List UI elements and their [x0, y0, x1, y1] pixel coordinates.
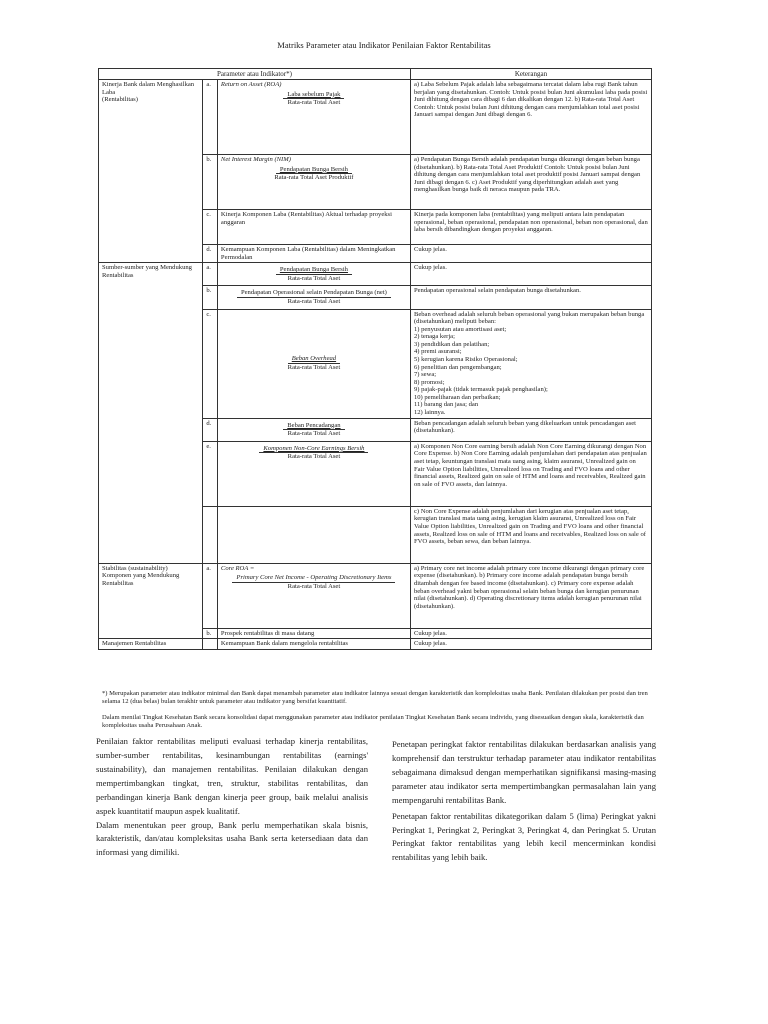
fraction: Komponen Non-Core Earnings Bersih Rata-rata Total Aset: [221, 445, 407, 461]
fraction: Laba sebelum Pajak Rata-rata Total Aset: [221, 91, 407, 107]
document-title: Matriks Parameter atau Indikator Penilaian Faktor Rentabilitas: [277, 40, 491, 50]
list-item: 6) penelitian dan pengembangan;: [413, 363, 502, 371]
row-label-stabilitas: Stabilitas (sustainability) Komponen yang Mendukung Rentabilitas: [99, 563, 203, 639]
table-row: e. Komponen Non-Core Earnings Bersih Rata-rata Total Aset a) Komponen Non Core earning bersih adalah Non Core Earning dikurangi dengan Non Core Expense. b) Non Core Earning adalah penjumlahan dari pendapatan atas penjualan aset tetap, keuntungan translasi mata uang asing, klaim asuransi, Unrealized gain on Fair Value Option liabilities, Unrealized loss on Trading and FVO loans and other financial assets, Realized gain on sale of HTM and loans and receivables, Realized gain on sale of FVO assets, dan lainnya.: [99, 441, 652, 506]
row-label-sumber: Sumber-sumber yang Mendukung Rentabilitas: [99, 263, 203, 564]
parameter-matrix-table: [98, 68, 652, 650]
list-item: 8) promosi;: [413, 378, 445, 386]
table-row: Sumber-sumber yang Mendukung Rentabilitas a. Pendapatan Bunga Bersih Rata-rata Total Aset Cukup jelas.: [99, 263, 652, 286]
table-row: d. Kemampuan Komponen Laba (Rentabilitas) dalam Meningkatkan Permodalan Cukup jelas.: [99, 245, 652, 263]
left-column: [96, 735, 368, 860]
fraction: Pendapatan Operasional selain Pendapatan Bunga (net) Rata-rata Total Aset: [221, 289, 407, 305]
table-row: Stabilitas (sustainability) Komponen yang Mendukung Rentabilitas a. Core ROA = Primary Core Net Income - Operating Discretionary Items Rata-rata Total Aset a) Primary core net income adalah primary core income dikurangi dengan primary core expense (disetahunkan). b) Primary core income adalah pendapatan bunga bersih ditambah dengan fee based income (disetahunkan). c) Primary core expense adalah beban overhead yakni beban operasional selain beban bunga dan kerugian penurunan nilai (disetahunkan). d) Operating discretionary items adalah kerugian penurunan nilai (disetahunkan).: [99, 563, 652, 628]
list-item: 11) barang dan jasa; dan: [413, 401, 479, 409]
row-label-manajemen: Manajemen Rentabilitas: [99, 639, 203, 650]
list-item: 12) lainnya.: [413, 409, 446, 417]
footnote-2: Dalam menilai Tingkat Kesehatan Bank secara konsolidasi dapat menggunakan parameter atau indikator penilaian Tingkat Kesehatan Bank secara individu, yang disesuaikan dengan skala, karakteristik dan kompleksitas usaha Perusahaan Anak.: [102, 714, 644, 729]
table-row: c) Non Core Expense adalah penjumlahan dari kerugian atas penjualan aset tetap, kerugian translasi mata uang asing, kerugian klaim asuransi, Unrealized loss on Fair Value Option liabilities, Unrealized gain on Trading and FVO loans and other financial assets, Realized loss on sale of HTM and loans and receivables, Realized loss on sale of FVO assets, beban sewa, dan beban lainnya.: [99, 506, 652, 563]
paragraph: Dalam menentukan peer group, Bank perlu memperhatikan skala bisnis, karakteristik, dan/atau kompleksitas usaha Bank serta ketersediaan data dan informasi yang dimiliki.: [96, 819, 368, 858]
row-label-kinerja: Kinerja Bank dalam Menghasilkan Laba (Rentabilitas): [99, 80, 203, 263]
ket-nim: a) Pendapatan Bunga Bersih adalah pendapatan bunga dikurangi dengan beban bunga (disetahunkan). b) Rata-rata Total Aset Produktif Contoh: Untuk posisi bulan Juni dihitung dengan cara menjumlahkan total aset produktif posisi Januari sampai dengan Juni dibagi dengan 6. c) Aset Produktif yang diperhitungkan adalah aset yang menghasilkan bunga baik di neraca maupun pada TRA.: [410, 155, 651, 210]
overhead-list: [414, 326, 648, 417]
table-row: b. Pendapatan Operasional selain Pendapatan Bunga (net) Rata-rata Total Aset Pendapatan operasional selain pendapatan bunga disetahunkan.: [99, 286, 652, 309]
ket-overhead: Beban overhead adalah seluruh beban operasional yang bukan merupakan beban bunga (disetahunkan) meliputi beban: 1) penyusutan atau amortisasi aset; 2) tenaga kerja; 3) pendidikan dan pelatihan; 4) premi asuransi; 5) kerugian karena Risiko Operasional; 6) penelitian dan pengembangan; 7) sewa; 8) promosi; 9) pajak-pajak (tidak termasuk pajak penghasilan); 10) pemeliharaan dan perbaikan; 11) barang dan jasa; dan 12) lainnya.: [410, 309, 651, 418]
list-item: 9) pajak-pajak (tidak termasuk pajak penghasilan);: [413, 386, 548, 394]
fraction: Pendapatan Bunga Bersih Rata-rata Total Aset: [221, 266, 407, 282]
header-parameter: Parameter atau Indikator*): [99, 69, 411, 80]
param-nim: Net Interest Margin (NIM) Pendapatan Bunga Bersih Rata-rata Total Aset Produktif: [217, 155, 410, 210]
fraction: Beban Pencadangan Rata-rata Total Aset: [221, 422, 407, 438]
paragraph: Penetapan peringkat faktor rentabilitas dilakukan berdasarkan analisis yang komprehensif dan terstruktur terhadap parameter atau indikator rentabilitas sebagaimana dimaksud dengan memperhatikan signifikansi masing-masing parameter atau indikator serta mempertimbangkan permasalahan lain yang mempengaruhi rentabilitas Bank.: [392, 739, 656, 805]
right-column: [392, 738, 656, 865]
paragraph: Penetapan faktor rentabilitas dikategorikan dalam 5 (lima) Peringkat yakni Peringkat 1, Peringkat 2, Peringkat 3, Peringkat 4, dan Peringkat 5. Urutan Peringkat faktor rentabilitas yang lebih kecil mencerminkan kondisi rentabilitas yang lebih baik.: [392, 810, 656, 863]
paragraph: Penilaian faktor rentabilitas meliputi evaluasi terhadap kinerja rentabilitas, sumber-sumber rentabilitas, kesinambungan rentabilitas (earnings' sustainability), dan manajemen rentabilitas. Penilaian dilakukan dengan mempertimbangkan tingkat, tren, struktur, stabilitas rentabilitas, dan perbandingan kinerja Bank dengan kinerja peer group, baik melalui analisis aspek kuantitatif maupun aspek kualitatif.: [96, 736, 368, 816]
table-row: b. Prospek rentabilitas di masa datang Cukup jelas.: [99, 628, 652, 639]
footnote-1: *) Merupakan parameter atau indikator minimal dan Bank dapat menambah parameter atau indikator lainnya sesuai dengan karakteristik dan kompleksitas usaha Bank. Penilaian dilakukan per posisi dan tren selama 12 (dua belas) bulan terakhir untuk parameter atau indikator yang bersifat kuantitatif.: [102, 690, 648, 705]
table-row: c. Beban Overhead Rata-rata Total Aset Beban overhead adalah seluruh beban operasional yang bukan merupakan beban bunga (disetahunkan) meliputi beban: 1) penyusutan atau amortisasi aset; 2) tenaga kerja; 3) pendidikan dan pelatihan; 4) premi asuransi; 5) kerugian karena Risiko Operasional; 6) penelitian dan pengembangan; 7) sewa; 8) promosi; 9) pajak-pajak (tidak termasuk pajak penghasilan); 10) pemeliharaan dan perbaikan; 11) barang dan jasa; dan 12) lainnya.: [99, 309, 652, 418]
table-row: b. Net Interest Margin (NIM) Pendapatan Bunga Bersih Rata-rata Total Aset Produktif a) Pendapatan Bunga Bersih adalah pendapatan bunga dikurangi dengan beban bunga (disetahunkan). b) Rata-rata Total Aset Produktif Contoh: Untuk posisi bulan Juni dihitung dengan cara menjumlahkan total aset produktif posisi Januari sampai dengan Juni dibagi dengan 6. c) Aset Produktif yang diperhitungkan adalah aset yang menghasilkan bunga baik di neraca maupun pada TRA.: [99, 155, 652, 210]
ket-roa: a) Laba Sebelum Pajak adalah laba sebagaimana tercatat dalam laba rugi Bank tahun berjalan yang disetahunkan. Contoh: Untuk posisi bulan Juni akumulasi laba pada posisi Juni dihitung dengan cara dibagi 6 dan dikalikan dengan 12. b) Rata-rata Total Aset Contoh: Untuk posisi bulan Juni dihitung dengan cara menjumlahkan total aset posisi Januari sampai dengan Juni dibagi dengan 6.: [410, 80, 651, 155]
table-row: Manajemen Rentabilitas Kemampuan Bank dalam mengelola rentabilitas Cukup jelas.: [99, 639, 652, 650]
fraction: Beban Overhead Rata-rata Total Aset: [287, 355, 341, 372]
list-item: 10) pemeliharaan dan perbaikan;: [413, 393, 501, 401]
list-item: 5) kerugian karena Risiko Operasional;: [413, 355, 518, 363]
table-header-row: [99, 69, 652, 80]
table-row: d. Beban Pencadangan Rata-rata Total Aset Beban pencadangan adalah seluruh beban yang dikeluarkan untuk pencadangan aset (disetahunkan).: [99, 418, 652, 441]
fraction: Primary Core Net Income - Operating Discretionary Items Rata-rata Total Aset: [221, 574, 407, 590]
table-row: Kinerja Bank dalam Menghasilkan Laba (Rentabilitas) a. Return on Asset (ROA) Laba sebelum Pajak Rata-rata Total Aset a) Laba Sebelum Pajak adalah laba sebagaimana tercatat dalam laba rugi Bank tahun berjalan yang disetahunkan. Contoh: Untuk posisi bulan Juni akumulasi laba pada posisi Juni dihitung dengan cara dibagi 6 dan dikalikan dengan 12. b) Rata-rata Total Aset Contoh: Untuk posisi bulan Juni dihitung dengan cara menjumlahkan total aset posisi Januari sampai dengan Juni dibagi dengan 6.: [99, 80, 652, 155]
list-item: 2) tenaga kerja;: [413, 333, 455, 341]
fraction: Pendapatan Bunga Bersih Rata-rata Total Aset Produktif: [274, 165, 354, 182]
list-item: 4) premi asuransi;: [413, 348, 462, 356]
list-item: 7) sewa;: [413, 371, 437, 379]
header-keterangan: Keterangan: [410, 69, 651, 80]
table-row: c. Kinerja Komponen Laba (Rentabilitas) Aktual terhadap proyeksi anggaran Kinerja pada komponen laba (rentabilitas) yang meliputi antara lain pendapatan operasional, beban operasional, pendapatan non operasional, beban non operasional, dan laba bersih dibandingkan dengan proyeksi anggaran.: [99, 210, 652, 245]
list-item: 1) penyusutan atau amortisasi aset;: [413, 325, 507, 333]
list-item: 3) pendidikan dan pelatihan;: [413, 340, 490, 348]
param-roa: Return on Asset (ROA) Laba sebelum Pajak Rata-rata Total Aset: [217, 80, 410, 155]
